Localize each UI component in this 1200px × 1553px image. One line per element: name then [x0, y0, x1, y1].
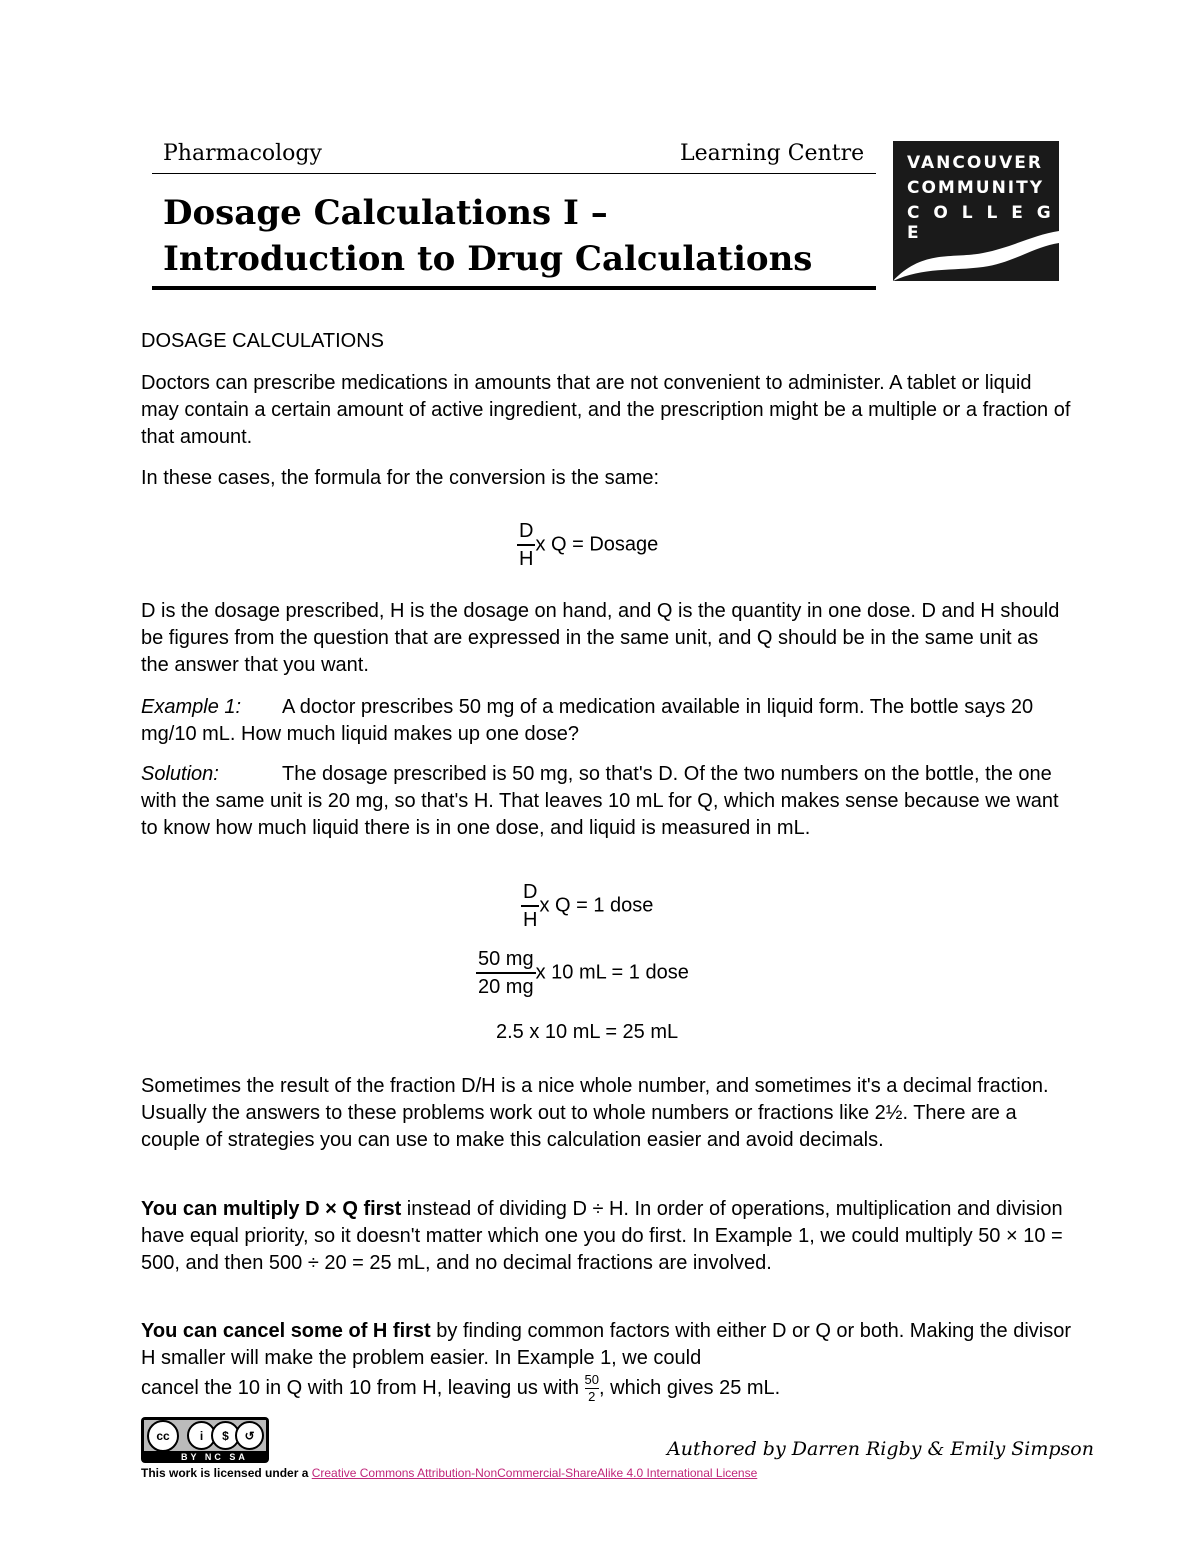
formula-numerator: D — [517, 518, 535, 546]
formula-substituted — [476, 946, 689, 1000]
formula-denominator: H — [519, 548, 534, 570]
formula-dose — [521, 879, 653, 933]
cancel-fraction — [585, 1372, 599, 1405]
logo-line-1: VANCOUVER — [907, 153, 1043, 173]
college-logo — [893, 141, 1059, 281]
logo-line-3: C O L L E G E — [907, 203, 1055, 243]
license-notice — [141, 1466, 757, 1480]
fraction-denominator: 2 — [588, 1389, 596, 1404]
formula-numerator: D — [521, 879, 539, 907]
formula-denominator: H — [523, 909, 538, 931]
cc-license-badge[interactable] — [141, 1417, 269, 1463]
paragraph-intro: Doctors can prescribe medications in amounts that are not convenient to administer. A tablet or liquid may contain a certain amount of active ingredient, and the prescription might be a multiple or a fraction of that amount. — [141, 372, 1071, 448]
tip-cancel-text: by finding common factors with either D or Q or both. Making the divisor H smaller will make the problem easier. In Example 1, we could — [141, 1320, 1071, 1369]
formula-result: 2.5 x 10 mL = 25 mL — [496, 1021, 679, 1043]
solution-text: The dosage prescribed is 50 mg, so that's D. Of the two numbers on the bottle, the one with the same unit is 20 mg, so that's H. That leaves 10 mL for Q, which makes sense because we want to know how much liquid there is in one dose, and liquid is measured in mL. — [141, 763, 1059, 839]
solution-label: Solution: — [141, 763, 219, 785]
paragraph-definitions: D is the dosage prescribed, H is the dosage on hand, and Q is the quantity in one dose. D and H should be figures from the question that are expressed in the same unit, and Q should be in the same unit as the answer that you want. — [141, 600, 1060, 676]
tip-cancel-bold: You can cancel some of H first — [141, 1320, 431, 1342]
paragraph-multiply-first — [141, 1196, 1071, 1277]
formula-rest: x Q = Dosage — [535, 533, 659, 556]
solution-1 — [141, 761, 1071, 842]
nc-icon: $ — [211, 1421, 240, 1450]
example-1 — [141, 694, 1071, 748]
formula-rest: x Q = 1 dose — [539, 894, 654, 917]
tip-multiply-bold: You can multiply D × Q first — [141, 1198, 402, 1220]
formula-rest: x 10 mL = 1 dose — [535, 961, 689, 984]
fraction-numerator: 50 — [584, 1372, 600, 1387]
formula-dosage — [517, 518, 658, 572]
by-icon: i — [187, 1421, 216, 1450]
cc-badge-label: BY NC SA — [181, 1452, 248, 1462]
section-heading: DOSAGE CALCULATIONS — [141, 330, 385, 352]
header-centre: Learning Centre — [680, 141, 865, 166]
page-title — [163, 190, 812, 282]
author-credit: Authored by Darren Rigby & Emily Simpson — [667, 1438, 1094, 1460]
example-label: Example 1: — [141, 696, 242, 718]
logo-line-2: COMMUNITY — [907, 178, 1045, 198]
logo-wave-icon — [893, 229, 1059, 281]
header-divider — [152, 173, 876, 174]
tip-multiply-text: instead of dividing D ÷ H. In order of operations, multiplication and division have equal priority, so it doesn't matter which one you do first. In Example 1, we could multiply 50 × 10 = 500, and then 500 ÷ 20 = 25 mL, and no decimal fractions are involved. — [141, 1198, 1063, 1274]
cancel-line-pre: cancel the 10 in Q with 10 from H, leaving us with — [141, 1376, 585, 1399]
sa-icon: ↺ — [235, 1421, 264, 1450]
cancel-line-post: , which gives 25 mL. — [599, 1376, 781, 1399]
title-line-1: Dosage Calculations I – — [163, 193, 608, 233]
paragraph-decimals: Sometimes the result of the fraction D/H is a nice whole number, and sometimes it's a decimal fraction. Usually the answers to these problems work out to whole numbers or fractions like 2½. There are a couple of strategies you can use to make this calculation easier and avoid decimals. — [141, 1075, 1049, 1151]
paragraph-cancel-end — [141, 1372, 1071, 1405]
title-divider — [152, 286, 876, 290]
paragraph-formula-intro: In these cases, the formula for the conversion is the same: — [141, 467, 660, 489]
license-prefix: This work is licensed under a — [141, 1466, 312, 1480]
formula-numerator: 50 mg — [476, 946, 536, 974]
title-line-2: Introduction to Drug Calculations — [163, 239, 813, 279]
formula-denominator: 20 mg — [478, 976, 534, 998]
cc-icon: cc — [147, 1420, 179, 1452]
paragraph-cancel-first — [141, 1318, 1071, 1372]
header-subject: Pharmacology — [163, 141, 322, 166]
license-link[interactable]: Creative Commons Attribution-NonCommercial-ShareAlike 4.0 International License — [311, 1466, 758, 1480]
example-text: A doctor prescribes 50 mg of a medication available in liquid form. The bottle says 20 mg/10 mL. How much liquid makes up one dose? — [141, 696, 1034, 745]
